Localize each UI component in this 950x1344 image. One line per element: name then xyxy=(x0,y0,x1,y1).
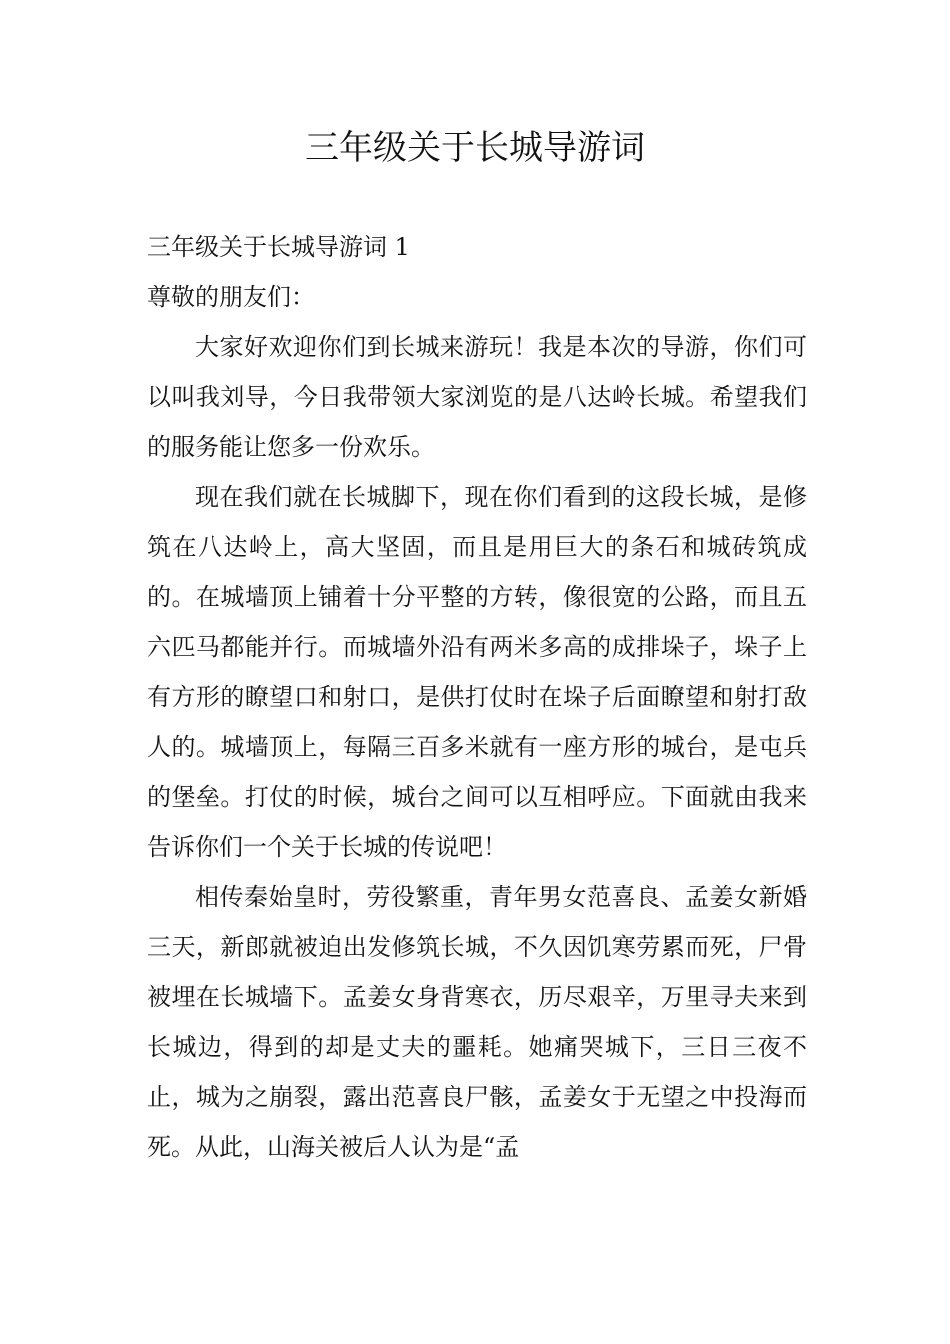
document-body xyxy=(147,222,807,1172)
salutation: 尊敬的朋友们： xyxy=(147,283,315,311)
document-title: 三年级关于长城导游词 xyxy=(305,128,645,168)
paragraph-legend: 相传秦始皇时，劳役繁重，青年男女范喜良、孟姜女新婚三天，新郎就被迫出发修筑长城，不久因饥寒劳累而死，尸骨被埋在长城墙下。孟姜女身背寒衣，历尽艰辛，万里寻夫来到长城边，得到的却是丈夫的噩耗。她痛哭城下，三日三夜不止，城为之崩裂，露出范喜良尸骸，孟姜女于无望之中投海而死。从此，山海关被后人认为是“孟 xyxy=(147,883,807,1161)
paragraph-welcome: 大家好欢迎你们到长城来游玩！我是本次的导游，你们可以叫我刘导，今日我带领大家浏览的是八达岭长城。希望我们的服务能让您多一份欢乐。 xyxy=(147,333,807,461)
paragraph-description: 现在我们就在长城脚下，现在你们看到的这段长城，是修筑在八达岭上，高大坚固，而且是用巨大的条石和城砖筑成的。在城墙顶上铺着十分平整的方转，像很宽的公路，而且五六匹马都能并行。而城墙外沿有两米多高的成排垛子，垛子上有方形的瞭望口和射口，是供打仗时在垛子后面瞭望和射打敌人的。城墙顶上，每隔三百多米就有一座方形的城台，是屯兵的堡垒。打仗的时候，城台之间可以互相呼应。下面就由我来告诉你们一个关于长城的传说吧！ xyxy=(147,483,807,861)
section-heading: 三年级关于长城导游词 1 xyxy=(147,233,410,261)
